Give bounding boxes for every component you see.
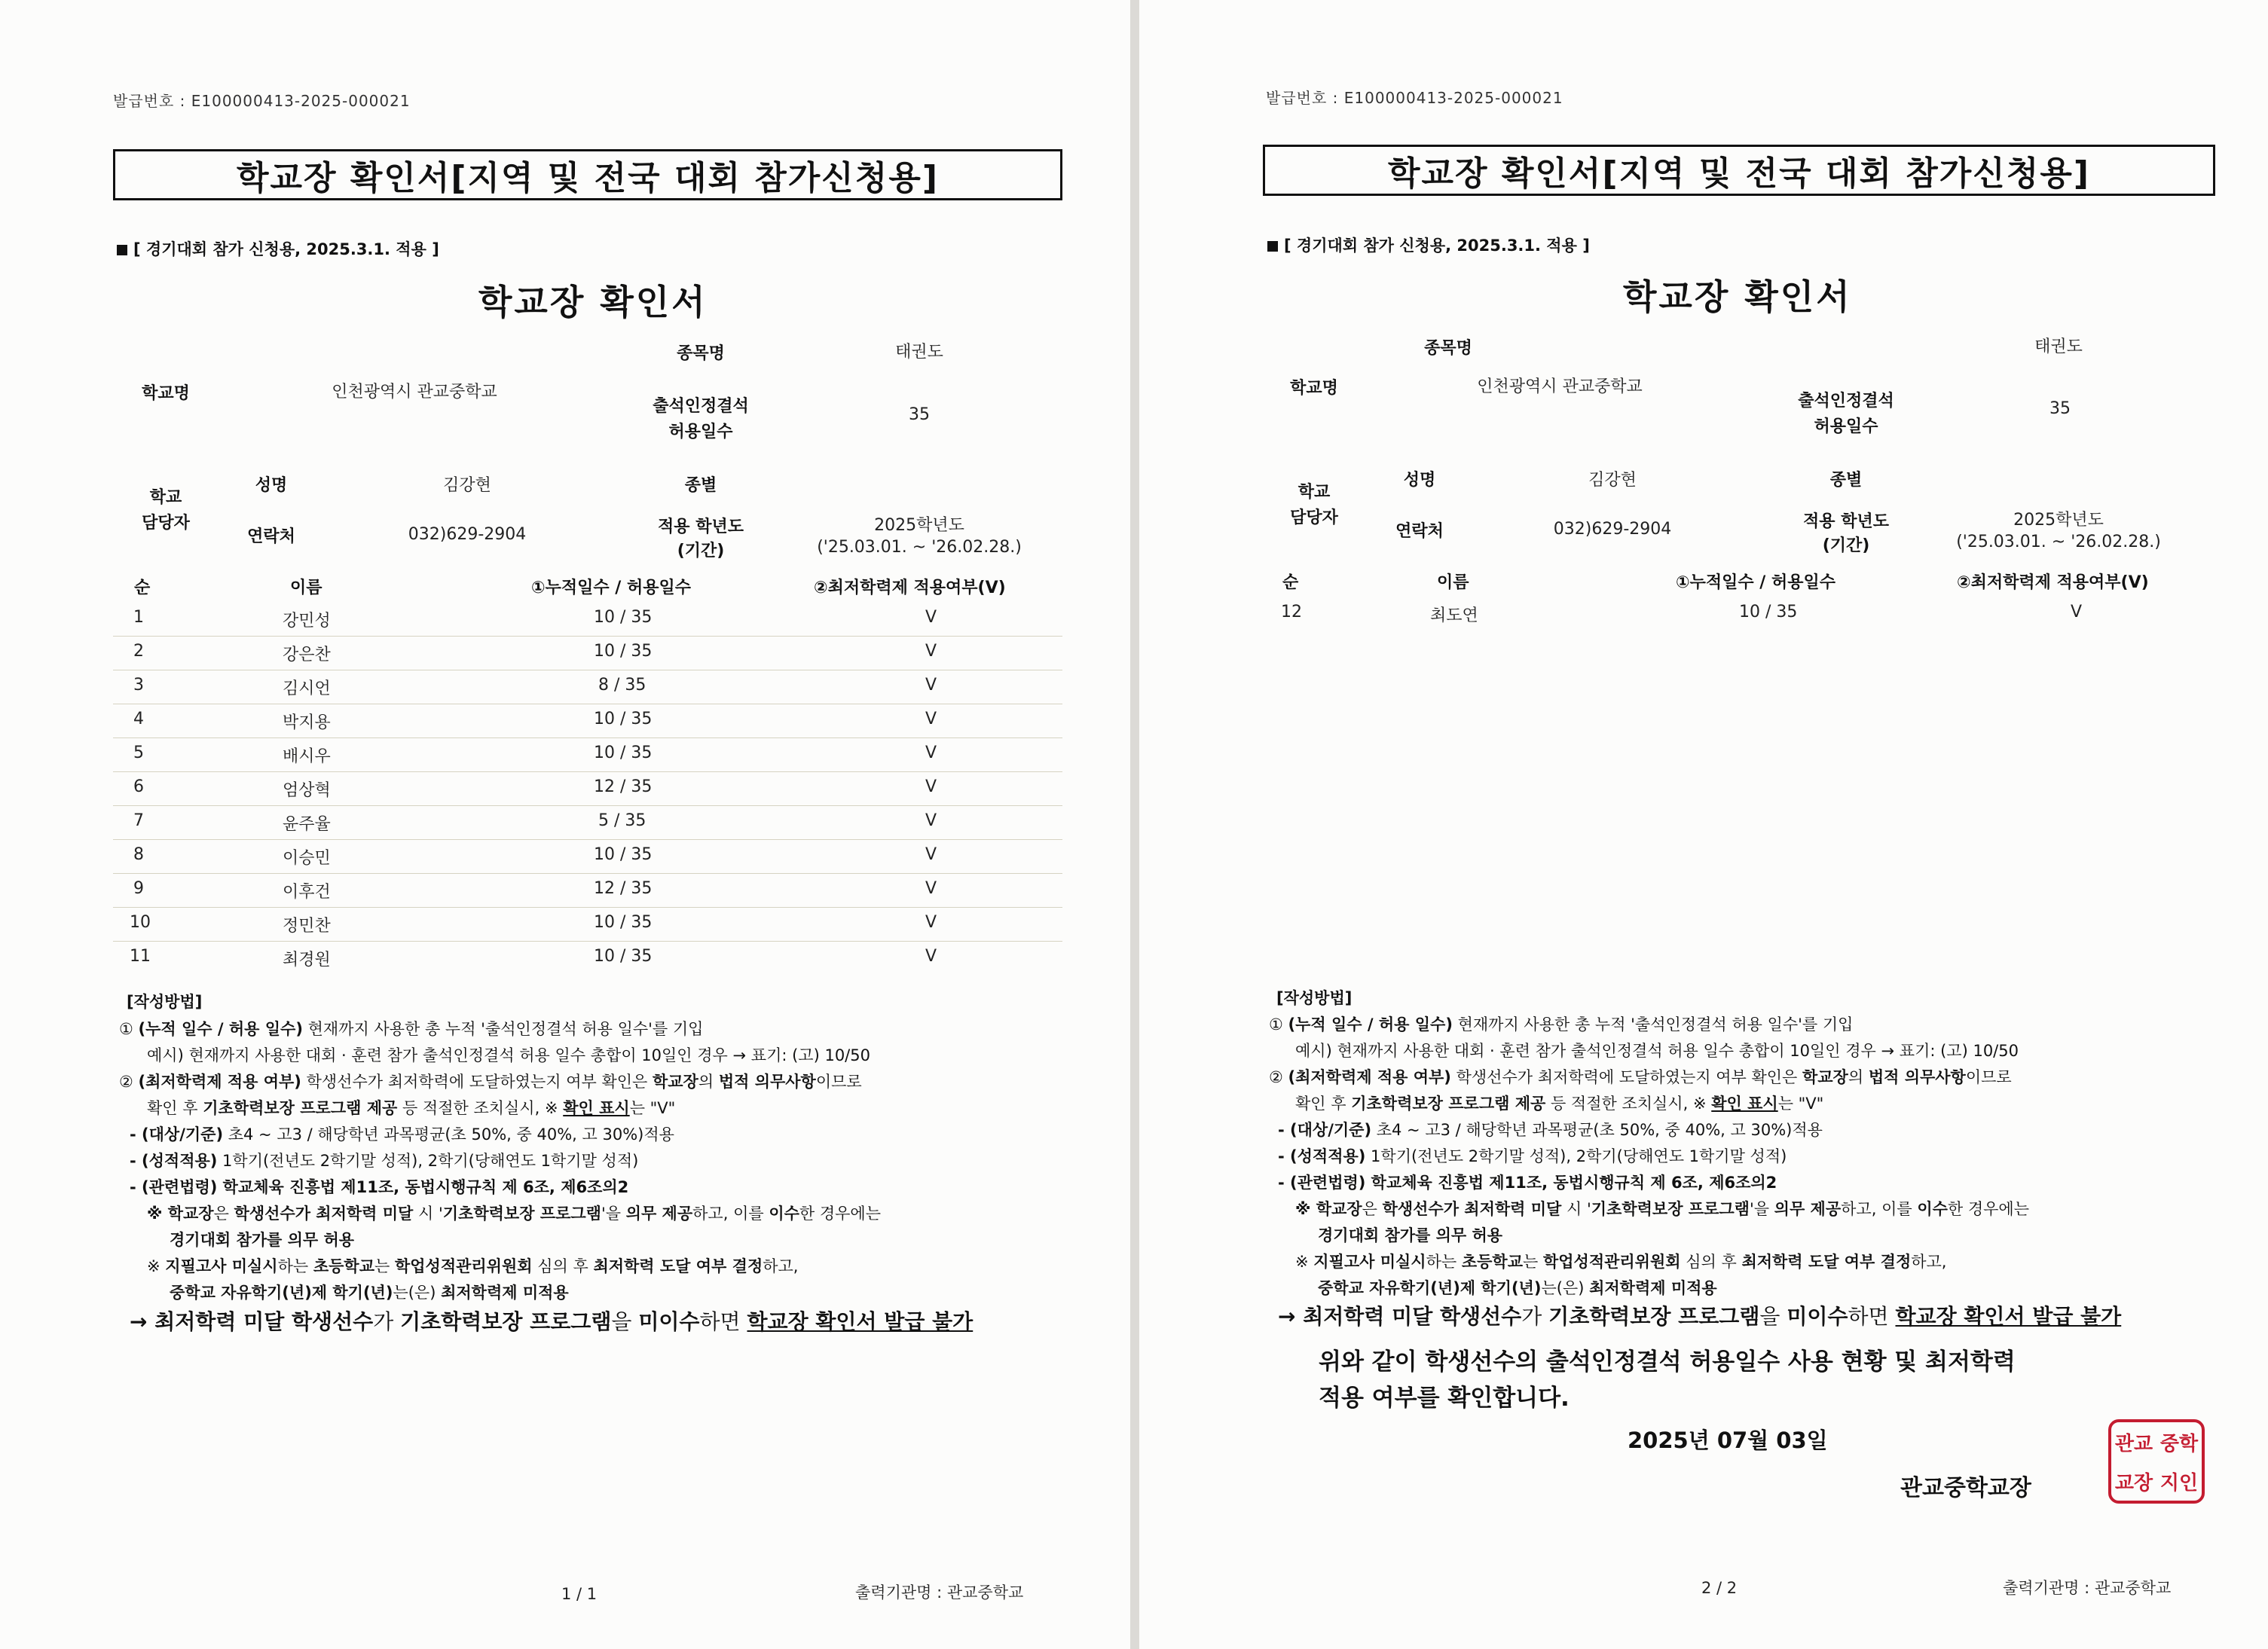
- value-year: 2025학년도: [2013, 511, 2104, 530]
- guide-line-10: ※ 지필고사 미실시하는 초등학교는 학업성적관리위원회 심의 후 최저학력 도달 여부 결정하고,: [147, 1257, 799, 1275]
- row-name: 최도연: [1430, 606, 1478, 625]
- guide-line-4: 확인 후 기초학력보장 프로그램 제공 등 적절한 조치실시, ※ 확인 표시는 "V": [1295, 1095, 1824, 1113]
- row-days: 12 / 35: [594, 879, 653, 898]
- row-check: V: [925, 845, 937, 864]
- label-allowed-days-2: 허용일수: [1814, 417, 1878, 436]
- value-allowed-days: 35: [2049, 399, 2071, 418]
- row-check: V: [925, 710, 937, 728]
- label-staff-1: 학교: [149, 488, 182, 507]
- value-allowed-days: 35: [909, 405, 930, 424]
- row-check: V: [925, 913, 937, 932]
- row-days: 10 / 35: [594, 710, 653, 728]
- guide-line-5: - (대상/기준) 초4 ~ 고3 / 해당학년 과목평균(초 50%, 중 40%, 고 30%)적용: [1278, 1121, 1823, 1139]
- guide-heading: [작성방법]: [127, 993, 203, 1011]
- row-days: 10 / 35: [594, 845, 653, 864]
- rule-text: [ 경기대회 참가 신청용, 2025.3.1. 적용 ]: [1284, 237, 1590, 255]
- label-contact: 연락처: [247, 527, 295, 546]
- row-name: 박지용: [283, 713, 331, 732]
- row-check: V: [925, 676, 937, 695]
- row-no: 1: [133, 608, 144, 627]
- label-staff-2: 담당자: [142, 514, 190, 533]
- value-event: 태권도: [2034, 337, 2083, 356]
- guide-line-5: - (대상/기준) 초4 ~ 고3 / 해당학년 과목평균(초 50%, 중 40%, 고 30%)적용: [130, 1125, 674, 1144]
- label-school: 학교명: [142, 384, 190, 403]
- label-year-1: 적용 학년도: [1803, 512, 1889, 531]
- official-seal: [2108, 1419, 2205, 1504]
- value-year: 2025학년도: [874, 516, 964, 535]
- row-no: 8: [133, 845, 144, 864]
- row-days: 10 / 35: [594, 744, 653, 762]
- seal-char: 관교: [2114, 1432, 2153, 1455]
- row-name: 강민성: [283, 612, 331, 631]
- row-days: 10 / 35: [594, 947, 653, 966]
- header-days: ①누적일수 / 허용일수: [531, 579, 691, 597]
- row-no: 10: [130, 913, 151, 932]
- guide-line-8: ※ 학교장은 학생선수가 최저학력 미달 시 '기초학력보장 프로그램'을 의무 제공하고, 이를 이수한 경우에는: [1295, 1200, 2029, 1218]
- label-name: 성명: [255, 476, 288, 495]
- table-row: [113, 771, 1062, 806]
- row-days: 10 / 35: [1739, 603, 1798, 621]
- label-school: 학교명: [1290, 379, 1338, 398]
- guide-line-3: ② (최저학력제 적용 여부) 학생선수가 최저학력에 도달하였는지 여부 확인은 학교장의 법적 의무사항이므로: [119, 1073, 862, 1091]
- table-row: [113, 873, 1062, 908]
- value-event: 태권도: [895, 343, 943, 362]
- guide-line-1: ① (누적 일수 / 허용 일수) 현재까지 사용한 총 누적 '출석인정결석 허용 일수'를 기입: [119, 1020, 704, 1038]
- value-school: 인천광역시 관교중학교: [332, 383, 497, 402]
- label-allowed-days-2: 허용일수: [668, 423, 733, 441]
- row-days: 5 / 35: [598, 811, 646, 830]
- label-event: 종목명: [1424, 339, 1472, 358]
- guide-line-1: ① (누적 일수 / 허용 일수) 현재까지 사용한 총 누적 '출석인정결석 허용 일수'를 기입: [1269, 1015, 1854, 1034]
- row-no: 11: [130, 947, 151, 966]
- row-no: 2: [133, 642, 144, 661]
- issue-number: 발급번호 : E100000413-2025-000021: [1266, 89, 1563, 107]
- label-staff-2: 담당자: [1290, 508, 1338, 527]
- row-check: V: [925, 744, 937, 762]
- value-name: 김강현: [1588, 471, 1637, 490]
- label-event: 종목명: [677, 344, 725, 363]
- row-name: 강은찬: [283, 646, 331, 664]
- guide-line-2: 예시) 현재까지 사용한 대회 · 훈련 참가 출석인정결석 허용 일수 총합이 10일인 경우 → 표기: (고) 10/50: [147, 1046, 870, 1064]
- row-check: V: [925, 879, 937, 898]
- row-no: 3: [133, 676, 144, 695]
- row-days: 12 / 35: [594, 777, 653, 796]
- rule-text: [ 경기대회 참가 신청용, 2025.3.1. 적용 ]: [133, 240, 439, 258]
- guide-line-8: ※ 학교장은 학생선수가 최저학력 미달 시 '기초학력보장 프로그램'을 의무 제공하고, 이를 이수한 경우에는: [147, 1205, 881, 1223]
- header-days: ①누적일수 / 허용일수: [1676, 573, 1835, 592]
- document-title: 학교장 확인서[지역 및 전국 대회 참가신청용]: [113, 149, 1062, 200]
- header-no: 순: [134, 579, 151, 597]
- guide-line-11: 중학교 자유학기(년)제 학기(년)는(은) 최저학력제 미적용: [1318, 1279, 1717, 1297]
- seal-char: 지인: [2159, 1471, 2199, 1495]
- row-days: 10 / 35: [594, 642, 653, 661]
- guide-line-2: 예시) 현재까지 사용한 대회 · 훈련 참가 출석인정결석 허용 일수 총합이 10일인 경우 → 표기: (고) 10/50: [1295, 1042, 2019, 1060]
- row-no: 4: [133, 710, 144, 728]
- row-name: 배시우: [283, 747, 331, 766]
- value-contact: 032)629-2904: [408, 525, 527, 544]
- row-no: 9: [133, 879, 144, 898]
- value-period: ('25.03.01. ~ '26.02.28.): [817, 538, 1022, 557]
- sub-title: 학교장 확인서: [478, 282, 708, 322]
- row-check: V: [925, 608, 937, 627]
- guide-heading: [작성방법]: [1276, 989, 1353, 1007]
- row-name: 윤주율: [283, 815, 331, 834]
- issue-number: 발급번호 : E100000413-2025-000021: [113, 92, 411, 110]
- guide-line-7: - (관련법령) 학교체육 진흥법 제11조, 동법시행규칙 제 6조, 제6조의2: [1278, 1174, 1777, 1192]
- guide-line-6: - (성적적용) 1학기(전년도 2학기말 성적), 2학기(당해연도 1학기말 성적): [130, 1152, 639, 1170]
- row-check: V: [925, 777, 937, 796]
- page-number: 1 / 1: [561, 1585, 598, 1603]
- confirmation-line-2: 적용 여부를 확인합니다.: [1319, 1385, 1570, 1412]
- value-contact: 032)629-2904: [1553, 520, 1672, 539]
- row-name: 이승민: [283, 849, 331, 868]
- header-no: 순: [1282, 573, 1299, 592]
- principal-title: 관교중학교장: [1900, 1475, 2031, 1501]
- row-no: 12: [1281, 603, 1302, 621]
- guide-line-9: 경기대회 참가를 의무 허용: [1318, 1226, 1503, 1244]
- document-page-2: [1139, 0, 2268, 1649]
- document-page-1: [0, 0, 1130, 1649]
- row-days: 8 / 35: [598, 676, 646, 695]
- table-row: [113, 737, 1062, 772]
- table-row: [113, 907, 1062, 942]
- label-year-1: 적용 학년도: [658, 518, 744, 536]
- guide-line-6: - (성적적용) 1학기(전년도 2학기말 성적), 2학기(당해연도 1학기말 성적): [1278, 1147, 1787, 1165]
- value-school: 인천광역시 관교중학교: [1477, 377, 1643, 396]
- guide-line-9: 경기대회 참가를 의무 허용: [170, 1231, 355, 1249]
- value-name: 김강현: [443, 476, 491, 495]
- confirmation-line-1: 위와 같이 학생선수의 출석인정결석 허용일수 사용 현황 및 최저학력: [1319, 1348, 2016, 1376]
- row-check: V: [925, 811, 937, 830]
- row-name: 최경원: [283, 951, 331, 970]
- header-check: ②최저학력제 적용여부(V): [1957, 573, 2149, 592]
- table-row: [113, 636, 1062, 670]
- footer-org: 출력기관명 : 관교중학교: [2003, 1579, 2172, 1597]
- label-position: 종별: [684, 476, 717, 495]
- seal-char: 교장: [2114, 1471, 2153, 1495]
- header-check: ②최저학력제 적용여부(V): [814, 579, 1006, 597]
- row-days: 10 / 35: [594, 608, 653, 627]
- row-name: 정민찬: [283, 917, 331, 936]
- label-year-2: (기간): [677, 542, 725, 560]
- guide-line-10: ※ 지필고사 미실시하는 초등학교는 학업성적관리위원회 심의 후 최저학력 도달 여부 결정하고,: [1295, 1253, 1947, 1271]
- table-row: [113, 941, 1062, 975]
- table-row: [113, 704, 1062, 738]
- row-no: 5: [133, 744, 144, 762]
- row-check: V: [925, 642, 937, 661]
- rule-note: [117, 237, 439, 260]
- label-allowed-days-1: 출석인정결석: [1798, 392, 1894, 411]
- guide-line-11: 중학교 자유학기(년)제 학기(년)는(은) 최저학력제 미적용: [170, 1284, 569, 1302]
- guide-line-12: → 최저학력 미달 학생선수가 기초학력보장 프로그램을 미이수하면 학교장 확인서 발급 불가: [130, 1309, 974, 1334]
- row-name: 엄상혁: [283, 781, 331, 800]
- page-number: 2 / 2: [1701, 1579, 1738, 1597]
- label-year-2: (기간): [1822, 536, 1870, 555]
- value-period: ('25.03.01. ~ '26.02.28.): [1956, 533, 2161, 551]
- header-name: 이름: [1437, 573, 1469, 592]
- label-allowed-days-1: 출석인정결석: [653, 397, 749, 416]
- row-name: 이후건: [283, 883, 331, 902]
- guide-line-7: - (관련법령) 학교체육 진흥법 제11조, 동법시행규칙 제 6조, 제6조의2: [130, 1178, 629, 1196]
- row-days: 10 / 35: [594, 913, 653, 932]
- table-row: [113, 839, 1062, 874]
- table-row: [113, 602, 1062, 637]
- table-row: [113, 805, 1062, 840]
- issue-date: 2025년 07월 03일: [1628, 1428, 1828, 1453]
- square-bullet-icon: [1267, 241, 1278, 252]
- table-row: [113, 670, 1062, 704]
- sub-title: 학교장 확인서: [1623, 276, 1852, 317]
- guide-line-12: → 최저학력 미달 학생선수가 기초학력보장 프로그램을 미이수하면 학교장 확인서 발급 불가: [1278, 1304, 2122, 1329]
- label-contact: 연락처: [1395, 522, 1444, 541]
- document-title: 학교장 확인서[지역 및 전국 대회 참가신청용]: [1263, 145, 2215, 196]
- footer-org: 출력기관명 : 관교중학교: [855, 1583, 1024, 1602]
- guide-line-3: ② (최저학력제 적용 여부) 학생선수가 최저학력에 도달하였는지 여부 확인은 학교장의 법적 의무사항이므로: [1269, 1068, 2012, 1086]
- row-no: 7: [133, 811, 144, 830]
- header-name: 이름: [290, 579, 322, 597]
- row-check: V: [925, 947, 937, 966]
- guide-line-4: 확인 후 기초학력보장 프로그램 제공 등 적절한 조치실시, ※ 확인 표시는 "V": [147, 1099, 676, 1117]
- row-check: V: [2071, 603, 2083, 621]
- rule-note: [1267, 234, 1590, 256]
- label-position: 종별: [1829, 471, 1863, 490]
- label-name: 성명: [1403, 471, 1436, 490]
- row-no: 6: [133, 777, 144, 796]
- square-bullet-icon: [117, 245, 127, 255]
- table-row: [1263, 597, 2215, 631]
- row-name: 김시언: [283, 679, 331, 698]
- seal-char: 중학: [2159, 1432, 2199, 1455]
- label-staff-1: 학교: [1298, 483, 1331, 502]
